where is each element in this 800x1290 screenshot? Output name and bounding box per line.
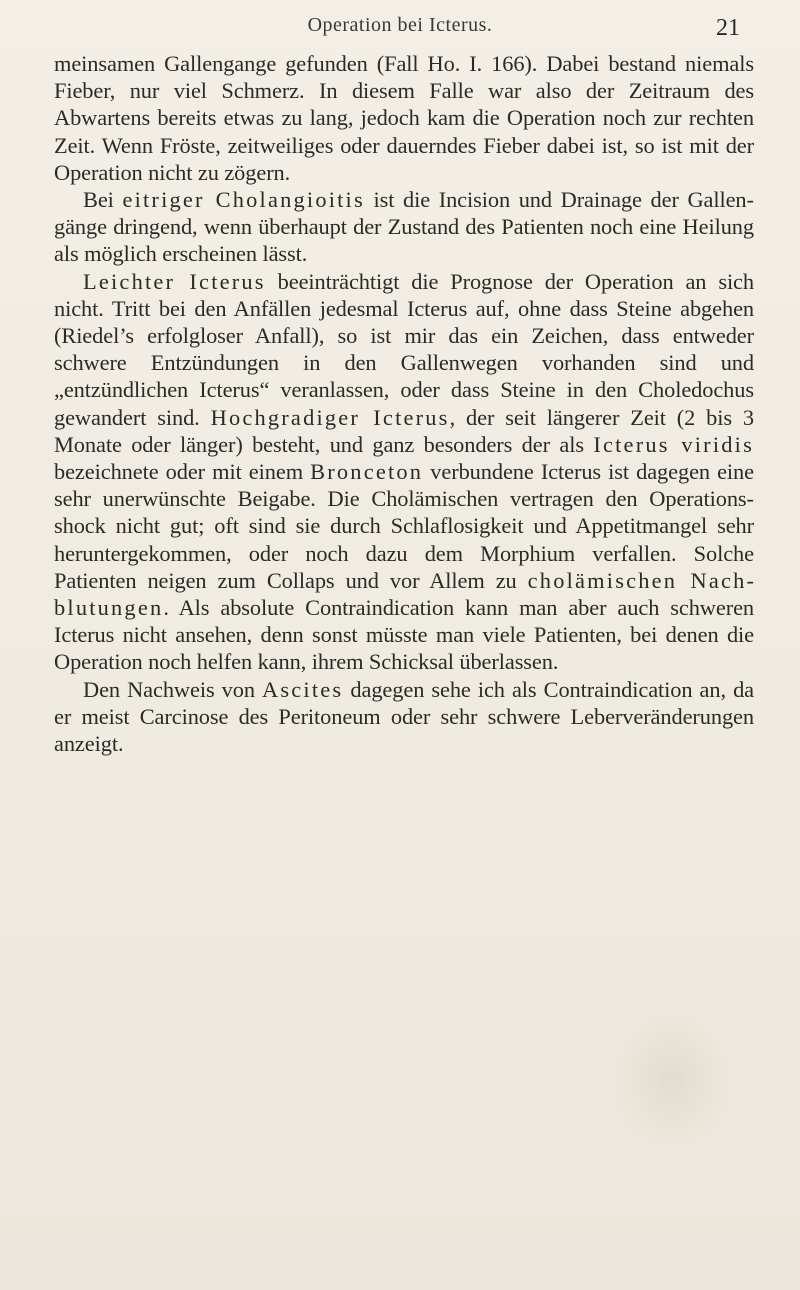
paragraph-continuation: [54, 50, 754, 186]
spaced-emphasis: Bronceton: [310, 459, 424, 485]
spaced-emphasis: cholämischen Nachblutungen: [54, 567, 755, 621]
text-run: . Als absolute Contraindication kann man aber auch schweren Icterus nicht ansehen, denn sonst müsste man viele Patienten, bei denen die Operation noch helfen kann, ihrem Schicksal überlassen.: [54, 595, 754, 675]
spaced-emphasis: eitriger Cholangioitis: [122, 187, 365, 213]
paper-stain: [612, 1008, 732, 1148]
spaced-emphasis: Ascites: [262, 676, 344, 702]
text-run: meinsamen Gallengange gefunden (Fall Ho. I. 166). Dabei bestand niemals Fieber, nur viel Schmerz. In diesem Falle war also der Zeitraum des Abwartens bereits etwas zu lang, jedoch kam die Operation noch zur rechten Zeit. Wenn Fröste, zeitweiliges oder dauerndes Fieber dabei ist, so ist mit der Operation nicht zu zögern.: [54, 51, 754, 185]
text-run: Bei: [83, 187, 123, 213]
page-number: 21: [716, 15, 740, 41]
spaced-emphasis: Hochgradiger Icterus: [210, 404, 450, 430]
page-header: [60, 14, 740, 42]
paragraph-ascites: [54, 676, 754, 758]
paragraph-icterus: [54, 268, 754, 676]
spaced-emphasis: Leichter Icterus: [83, 268, 266, 294]
paragraph-cholangioitis: [54, 186, 754, 268]
body-text: [54, 50, 754, 757]
text-run: beeinträchtigt die Prognose der Operation an sich nicht. Tritt bei den Anfällen jedesmal Icterus auf, ohne dass Steine abgehen (Riedel’s erfolgloser Anfall), so ist mir das ein Zeichen, dass entweder schwere Entzündungen in den Gallenwegen vorhanden sind und „entzündlichen Icterus“ veranlassen, oder dass Steine in den Choledochus gewandert sind.: [54, 268, 754, 430]
text-run: verbundene Icterus ist dagegen eine sehr unerwünschte Beigabe. Die Cholämischen vertragen den Operationsshock nicht gut; oft sind sie durch Schlaflosigkeit und Appetitmangel sehr heruntergekommen, oder noch dazu dem Morphium verfallen. Solche Patienten neigen zum Collaps und vor Allem zu: [54, 459, 754, 593]
text-run: ist die Incision und Drainage der Gallengänge dringend, wenn überhaupt der Zustand des Patienten noch eine Heilung als möglich erscheinen lässt.: [54, 187, 754, 267]
text-run: dagegen sehe ich als Contraindication an, da er meist Carcinose des Peritoneum oder sehr schwere Leberveränderungen anzeigt.: [54, 676, 755, 757]
spaced-emphasis: Icterus viridis: [593, 431, 754, 457]
text-run: bezeichnete oder mit einem: [54, 459, 311, 485]
text-run: Den Nachweis von: [83, 676, 262, 702]
running-title: Operation bei Icterus.: [307, 14, 493, 36]
text-run: , der seit längerer Zeit (2 bis 3 Monate oder länger) besteht, und ganz besonders der als: [54, 404, 754, 457]
